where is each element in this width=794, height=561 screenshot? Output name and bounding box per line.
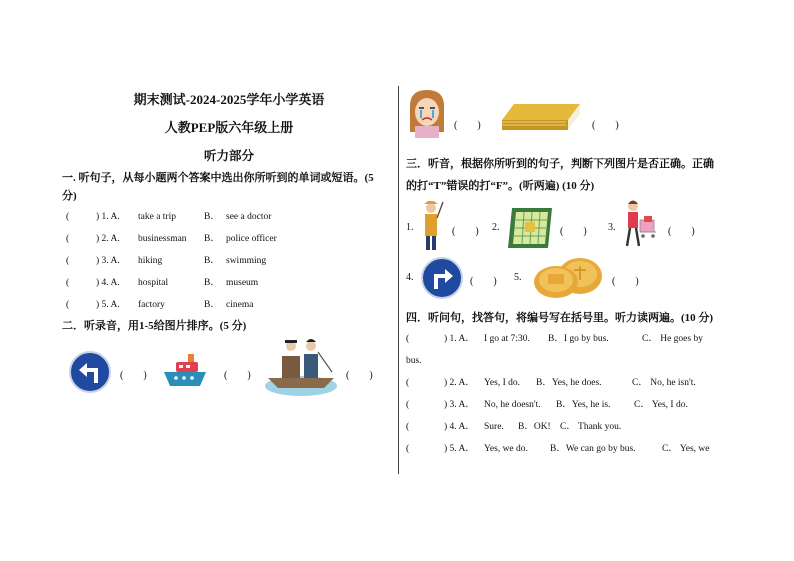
option-c: C． Thank you. bbox=[560, 422, 622, 432]
question-row bbox=[66, 272, 392, 294]
answer-paren-open[interactable]: ( bbox=[66, 212, 70, 222]
option-b: B．I go by bus. bbox=[548, 334, 609, 344]
answer-paren[interactable]: ( ) bbox=[346, 370, 373, 381]
section2-pictures-cont bbox=[406, 92, 736, 150]
item-number: 5. bbox=[514, 272, 522, 283]
option-b: cinema bbox=[226, 300, 254, 310]
answer-paren[interactable]: ( ) bbox=[470, 276, 497, 287]
fishing-boat-icon bbox=[262, 332, 340, 400]
option-b: museum bbox=[226, 278, 259, 288]
section2-pictures bbox=[66, 336, 392, 400]
crying-girl-icon bbox=[406, 88, 448, 140]
question-row-wrap bbox=[406, 350, 736, 372]
section2 bbox=[62, 316, 392, 400]
section3-row2 bbox=[406, 256, 736, 304]
page-subtitle: 人教PEP版六年级上册 bbox=[164, 120, 294, 135]
answer-paren-open[interactable]: ( bbox=[406, 334, 410, 344]
question-number: ) 2. A. bbox=[96, 234, 120, 244]
page-title: 期末测试-2024-2025学年小学英语 bbox=[133, 92, 325, 107]
ship-icon bbox=[162, 352, 208, 392]
option-a: Yes, we do. bbox=[484, 444, 528, 454]
option-a: factory bbox=[138, 300, 165, 310]
option-b-label: B． bbox=[204, 256, 220, 266]
answer-paren-open[interactable]: ( bbox=[406, 378, 410, 388]
section3-heading-cont: 的打“T”错误的打“F”。(听两遍) (10 分) bbox=[406, 180, 595, 192]
option-a: hiking bbox=[138, 256, 163, 266]
answer-paren-open[interactable]: ( bbox=[406, 422, 410, 432]
option-a: Sure. bbox=[484, 422, 504, 432]
column-divider bbox=[398, 86, 399, 474]
option-b: see a doctor bbox=[226, 212, 272, 222]
option-a: I go at 7:30. bbox=[484, 334, 530, 344]
section4-heading: 四．听问句，找答句，将编号写在括号里。听力读两遍。(10 分) bbox=[406, 312, 714, 324]
option-b: B．We can go by bus. bbox=[550, 444, 636, 454]
option-a: hospital bbox=[138, 278, 169, 288]
question-row bbox=[406, 394, 736, 416]
answer-paren-open[interactable]: ( bbox=[406, 400, 410, 410]
item-number: 4. bbox=[406, 272, 414, 283]
answer-paren[interactable]: ( ) bbox=[454, 120, 481, 131]
question-number: ) 3. A. bbox=[96, 256, 120, 266]
option-a: Yes, I do. bbox=[484, 378, 520, 388]
question-row bbox=[406, 438, 736, 460]
item-number: 1. bbox=[406, 222, 414, 233]
option-a: take a trip bbox=[138, 212, 176, 222]
question-row bbox=[406, 416, 736, 438]
answer-paren[interactable]: ( ) bbox=[560, 226, 587, 237]
section4 bbox=[406, 308, 736, 460]
section1 bbox=[62, 168, 392, 316]
question-row bbox=[406, 328, 736, 350]
option-c: C． Yes, I do. bbox=[634, 400, 688, 410]
question-number: ) 4. A. bbox=[96, 278, 120, 288]
option-b-label: B． bbox=[204, 278, 220, 288]
fisherman-icon bbox=[418, 200, 444, 254]
section1-heading: 一. 听句子，从每小题两个答案中选出你所听到的单词或短语。(5 bbox=[62, 172, 374, 184]
turn-right-sign-icon bbox=[420, 256, 464, 300]
answer-paren-open[interactable]: ( bbox=[66, 278, 70, 288]
question-row bbox=[66, 250, 392, 272]
question-number: ) 3. A． bbox=[444, 400, 475, 410]
section1-heading-cont: 分) bbox=[62, 190, 77, 202]
option-c: C． Yes, we bbox=[662, 444, 710, 454]
option-a: businessman bbox=[138, 234, 187, 244]
section3 bbox=[406, 154, 736, 304]
question-row bbox=[66, 206, 392, 228]
question-number: ) 4. A． bbox=[444, 422, 475, 432]
answer-paren[interactable]: ( ) bbox=[120, 370, 147, 381]
question-number: ) 1. A． bbox=[444, 334, 475, 344]
option-b: police officer bbox=[226, 234, 277, 244]
question-row bbox=[66, 294, 392, 316]
answer-paren[interactable]: ( ) bbox=[592, 120, 619, 131]
answer-paren[interactable]: ( ) bbox=[224, 370, 251, 381]
answer-paren-open[interactable]: ( bbox=[66, 300, 70, 310]
section3-row1 bbox=[406, 196, 736, 256]
item-number: 2. bbox=[492, 222, 500, 233]
question-number: ) 5. A． bbox=[444, 444, 475, 454]
option-a: No, he doesn't. bbox=[484, 400, 541, 410]
board-game-icon bbox=[506, 204, 554, 252]
question-row bbox=[66, 228, 392, 250]
answer-paren[interactable]: ( ) bbox=[668, 226, 695, 237]
question-row bbox=[406, 372, 736, 394]
option-c: C． No, he isn't. bbox=[632, 378, 696, 388]
option-b: swimming bbox=[226, 256, 267, 266]
option-b-label: B． bbox=[204, 234, 220, 244]
answer-paren-open[interactable]: ( bbox=[66, 234, 70, 244]
turn-left-sign-icon bbox=[68, 350, 112, 394]
option-b-label: B． bbox=[204, 300, 220, 310]
option-b: B．Yes, he is. bbox=[556, 400, 611, 410]
option-c-cont: bus. bbox=[406, 356, 422, 366]
item-number: 3. bbox=[608, 222, 616, 233]
answer-paren-open[interactable]: ( bbox=[406, 444, 410, 454]
shopping-girl-icon bbox=[620, 198, 660, 252]
book-icon bbox=[500, 100, 582, 136]
question-number: ) 1. A. bbox=[96, 212, 120, 222]
option-b: B．Yes, he does. bbox=[536, 378, 602, 388]
question-number: ) 2. A． bbox=[444, 378, 475, 388]
option-b-label: B． bbox=[204, 212, 220, 222]
answer-paren[interactable]: ( ) bbox=[612, 276, 639, 287]
section-title: 听力部分 bbox=[203, 149, 254, 163]
section3-heading: 三．听音，根据你所听到的句子，判断下列图片是否正确。正确 bbox=[406, 158, 714, 170]
mooncake-icon bbox=[528, 250, 606, 300]
question-number: ) 5. A. bbox=[96, 300, 120, 310]
section2-heading: 二．听录音，用1-5给图片排序。(5 分) bbox=[62, 320, 247, 332]
left-column bbox=[62, 88, 392, 400]
right-column bbox=[406, 92, 736, 460]
answer-paren-open[interactable]: ( bbox=[66, 256, 70, 266]
answer-paren[interactable]: ( ) bbox=[452, 226, 479, 237]
option-c: C． He goes by bbox=[642, 334, 703, 344]
option-b: B．OK! bbox=[518, 422, 551, 432]
